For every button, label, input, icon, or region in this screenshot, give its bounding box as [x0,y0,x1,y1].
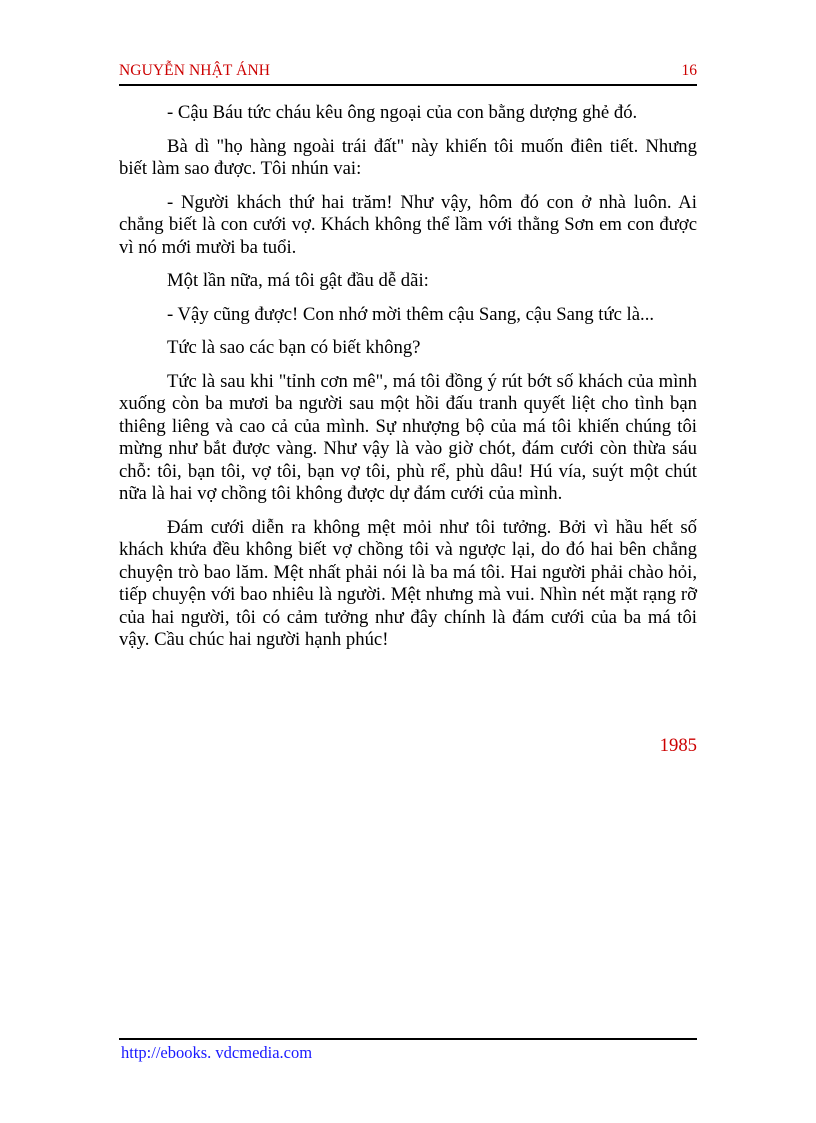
year-signature: 1985 [659,735,697,756]
page-number: 16 [681,62,697,79]
paragraph: Đám cưới diễn ra không mệt mỏi như tôi tưởng. Bởi vì hầu hết số khách khứa đều không biết vợ chồng tôi và ngược lại, do đó hai bên chẳng chuyện trò bao lăm. Mệt nhất phải nói là ba má tôi. Hai người phải chào hỏi, tiếp chuyện với bao nhiêu là người. Mệt nhưng mà vui. Nhìn nét mặt rạng rỡ của hai người, tôi có cảm tưởng như đây chính là đám cưới của ba má tôi vậy. Cầu chúc hai người hạnh phúc! [119,516,697,650]
paragraph: Bà dì "họ hàng ngoài trái đất" này khiến tôi muốn điên tiết. Nhưng biết làm sao được. Tôi nhún vai: [119,135,697,179]
paragraph: - Người khách thứ hai trăm! Như vậy, hôm đó con ở nhà luôn. Ai chẳng biết là con cưới vợ. Khách không thể lầm với thằng Sơn em con được vì nó mới mười ba tuổi. [119,191,697,258]
paragraph: Tức là sao các bạn có biết không? [167,337,421,358]
paragraph: Một lần nữa, má tôi gật đầu dễ dãi: [167,270,429,291]
header-author: NGUYỄN NHẬT ÁNH [119,62,271,79]
page-header [119,62,697,86]
paragraph: Tức là sau khi "tỉnh cơn mê", má tôi đồng ý rút bớt số khách của mình xuống còn ba mươi ba người sau một hồi đấu tranh quyết liệt cho tình bạn thiêng liêng và cao cả của mình. Sự nhượng bộ của má tôi khiến chúng tôi mừng như bắt được vàng. Như vậy là vào giờ chót, đám cưới còn thừa sáu chỗ: tôi, bạn tôi, vợ tôi, bạn vợ tôi, phù rể, phù dâu! Hú vía, suýt một chút nữa là hai vợ chồng tôi không được dự đám cưới của mình. [119,370,697,504]
footer-link[interactable]: http://ebooks. vdcmedia.com [121,1043,313,1062]
body-text [119,102,697,663]
footer-divider [119,1038,697,1040]
paragraph: - Cậu Báu tức cháu kêu ông ngoại của con bằng dượng ghẻ đó. [167,102,638,123]
paragraph: - Vậy cũng được! Con nhớ mời thêm cậu Sang, cậu Sang tức là... [167,303,655,325]
